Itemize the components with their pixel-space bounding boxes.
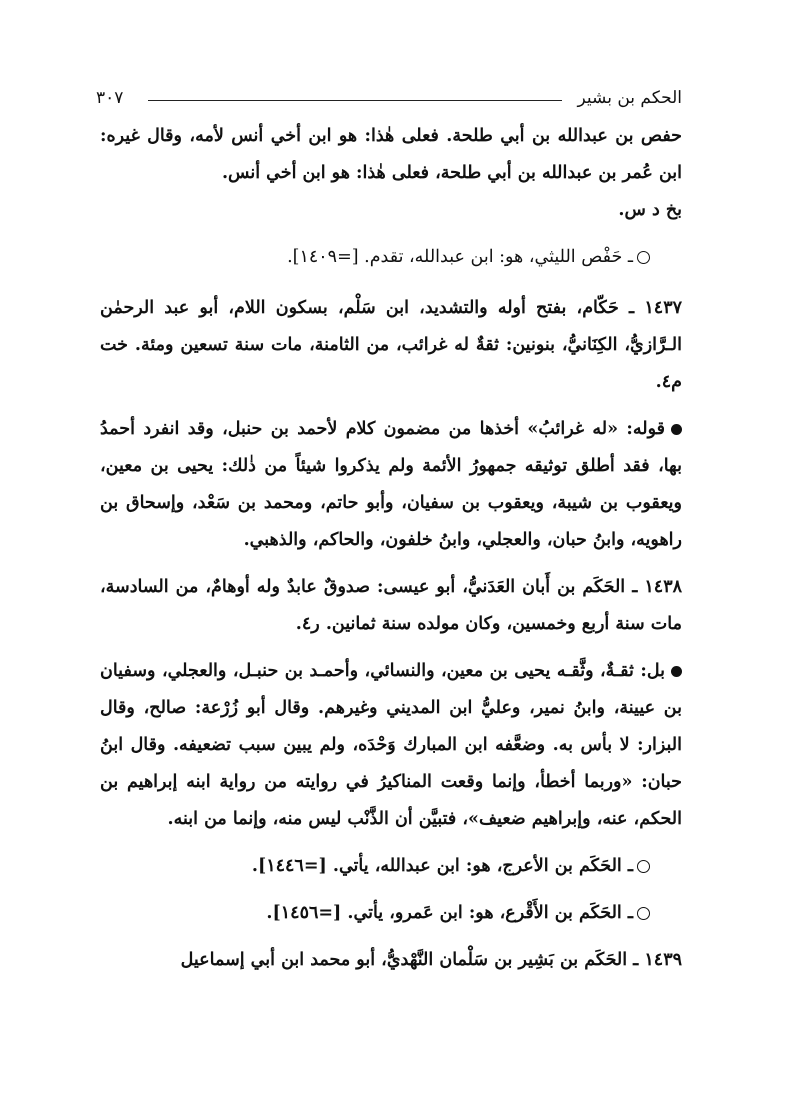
continuation-text: حفص بن عبدالله بن أبي طلحة. فعلى هٰذا: هو ابن أخي أنس لأمه، وقال غيره: ابن عُمر بن عبدالله بن أبي طلحة، فعلى هٰذا: هو ابن أخي أنس. [100, 126, 682, 183]
entry-text: ١٤٣٩ ـ الحَكَم بن بَشِير بن سَلْمان النَّهْديُّ، أبو محمد ابن أبي إسماعيل [180, 950, 682, 970]
filled-bullet-icon [671, 424, 682, 435]
header-rule [148, 100, 562, 101]
circle-bullet-icon [637, 907, 650, 920]
entry-1439 [100, 942, 682, 979]
cross-reference-hafs [100, 239, 682, 276]
paragraph-continuation [100, 118, 682, 229]
commentary-text: بل: ثقـةٌ، وثَّقـه يحيى بن معين، والنسائي، وأحمـد بن حنبـل، والعجلي، وسفيان بن عيينة، وابنُ نمير، وعليُّ ابن المديني وغيرهم. وقال أبو زُرْعة: صالح، وقال البزار: لا بأس به. وضعَّفه ابن المبارك وَحْدَه، ولم يبين سبب تضعيفه. وقال ابنُ حبان: «وربما أخطأ، وإنما وقعت المناكيرُ في روايته من رواية ابنه إبراهيم بن الحكم، عنه، وإبراهيم ضعيف»، فتبيَّن أن الذَّنْب ليس منه، وإنما من ابنه. [100, 661, 682, 829]
cross-reference-text: ـ حَفْص الليثي، هو: ابن عبدالله، تقدم. [=١٤٠٩]. [287, 247, 633, 267]
body-text [100, 118, 682, 989]
cross-reference-text: ـ الحَكَم بن الأَقْرع، هو: ابن عَمرو، يأتي. [=١٤٥٦]. [266, 903, 633, 923]
circle-bullet-icon [637, 860, 650, 873]
entry-text: ١٤٣٧ ـ حَكّام، بفتح أوله والتشديد، ابن سَلْم، بسكون اللام، أبو عبد الرحمٰن الـرَّازيُّ، الكِنَانيُّ، بنونين: ثقةٌ له غرائب، من الثامنة، مات سنة تسعين ومئة. [100, 298, 682, 355]
entry-text: ١٤٣٨ ـ الحَكَم بن أَبان العَدَنيُّ، أبو عيسى: صدوقٌ عابدٌ وله أوهامٌ، من السادسة، مات سنة أربع وخمسين، وكان مولده سنة ثمانين. [100, 577, 682, 634]
commentary-1438 [100, 653, 682, 838]
page-header [96, 86, 682, 114]
commentary-1437 [100, 411, 682, 559]
running-title: الحكم بن بشير [577, 88, 682, 108]
cross-reference-text: ـ الحَكَم بن الأعرج، هو: ابن عبدالله، يأتي. [=١٤٤٦]. [251, 856, 633, 876]
source-symbols: خت م٤. [100, 335, 682, 392]
filled-bullet-icon [671, 666, 682, 677]
circle-bullet-icon [637, 251, 650, 264]
entry-1437 [100, 290, 682, 401]
commentary-text: قوله: «له غرائبُ» أخذها من مضمون كلام لأحمد بن حنبل، وقد انفرد أحمدُ بها، فقد أطلق توثيقه جمهورُ الأئمة ولم يذكروا شيئاً من ذٰلك: يحيى بن معين، ويعقوب بن شيبة، ويعقوب بن سفيان، وأبو حاتم، ومحمد بن سَعْد، وإسحاق بن راهويه، وابنُ حبان، والعجلي، وابنُ خلفون، والحاكم، والذهبي. [100, 419, 682, 550]
page-number: ٣٠٧ [96, 88, 124, 108]
cross-reference-alaqra [100, 895, 682, 932]
source-symbols: بخ د س. [618, 200, 682, 220]
entry-1438 [100, 569, 682, 643]
source-symbols: ر٤. [295, 614, 320, 634]
cross-reference-alaraj [100, 848, 682, 885]
